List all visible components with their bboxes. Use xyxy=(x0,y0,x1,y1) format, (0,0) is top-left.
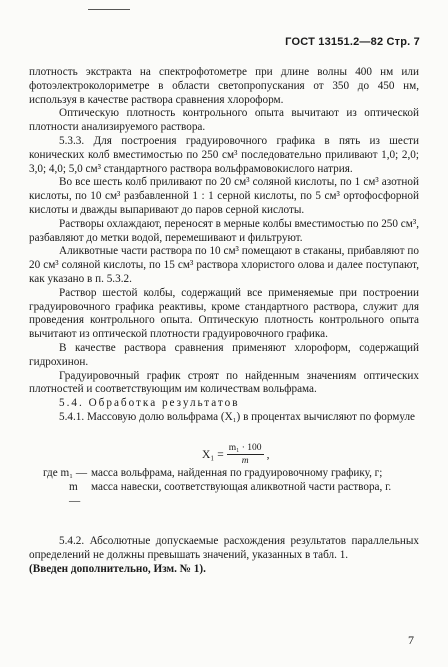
body-text-2 xyxy=(29,535,419,576)
page-header: ГОСТ 13151.2—82 Стр. 7 xyxy=(285,36,420,48)
paragraph: плотность экстракта на спектрофотометре при длине волны 400 нм или фотоэлектроколориметре в области светопропускания от 350 до 450 нм, используя в качестве раствора сравнения хлороформ. xyxy=(29,66,419,106)
definitions xyxy=(43,467,419,508)
definition-row xyxy=(43,467,419,481)
fraction xyxy=(227,443,264,466)
definition-term: где m₁ — xyxy=(43,467,88,479)
definition-desc: масса навески, соответствующая аликвотной части раствора, г. xyxy=(91,480,392,493)
amendment-note: (Введен дополнительно, Изм. № 1). xyxy=(29,562,206,575)
paragraph-5-4-2: 5.4.2. Абсолютные допускаемые расхождения результатов параллельных определений не должны превышать значений, указанных в табл. 1. xyxy=(29,535,419,561)
page-number: 7 xyxy=(408,633,414,647)
fraction-numerator: m₁ · 100 xyxy=(228,443,262,453)
paragraph: 5.3.3. Для построения градуировочного графика в пять из шести конических колб вместимостью по 250 см³ последовательно приливают 1,0; 2,0; 3,0; 4,0; 5,0 см³ стандартного раствора вольфрамовокислого натрия. xyxy=(29,134,419,175)
paragraph: Раствор шестой колбы, содержащий все применяемые при построении градуировочного графика реактивы, кроме стандартного раствора, служит для проведения контрольного опыта. Оптическую плотность контрольного опыта вычитают из оптической плотности градуировочного графика. xyxy=(29,286,419,341)
definition-desc: масса вольфрама, найденная по градуировочному графику, г; xyxy=(91,467,383,479)
formula-tail: , xyxy=(266,448,270,461)
top-rule xyxy=(88,9,130,10)
paragraph: В качестве раствора сравнения применяют хлороформ, содержащий гидрохинон. xyxy=(29,341,419,368)
paragraph: Градуировочный график строят по найденным значениям оптических плотностей и соответствующим им количествам вольфрама. xyxy=(29,369,419,396)
paragraph: Во все шесть колб приливают по 20 см³ соляной кислоты, по 1 см³ азотной кислоты, по 10 см³ разбавленной 1 : 1 серной кислоты, по 5 см³ ортофосфорной кислоты и дважды выпаривают до паров серной кислоты. xyxy=(29,176,419,216)
paragraph: Растворы охлаждают, переносят в мерные колбы вместимостью по 250 см³, разбавляют до метки водой, перемешивают и фильтруют. xyxy=(29,217,419,244)
paragraph: Оптическую плотность контрольного опыта вычитают из оптической плотности анализируемого раствора. xyxy=(29,107,419,134)
formula xyxy=(202,443,269,466)
section-title: 5.4. Обработка результатов xyxy=(59,397,240,410)
formula-lhs: X₁ = xyxy=(202,448,224,461)
body-text xyxy=(29,66,419,425)
definition-row xyxy=(43,481,419,509)
definition-term: m — xyxy=(69,480,81,507)
fraction-denominator: m xyxy=(241,456,249,466)
paragraph-5-4-1: 5.4.1. Массовую долю вольфрама (X₁) в процентах вычисляют по формуле xyxy=(59,410,416,423)
paragraph: Аликвотные части раствора по 10 см³ помещают в стаканы, прибавляют по 20 см³ соляной кислоты, по 15 см³ раствора хлористого олова и далее поступают, как указано в п. 5.3.2. xyxy=(29,245,419,285)
